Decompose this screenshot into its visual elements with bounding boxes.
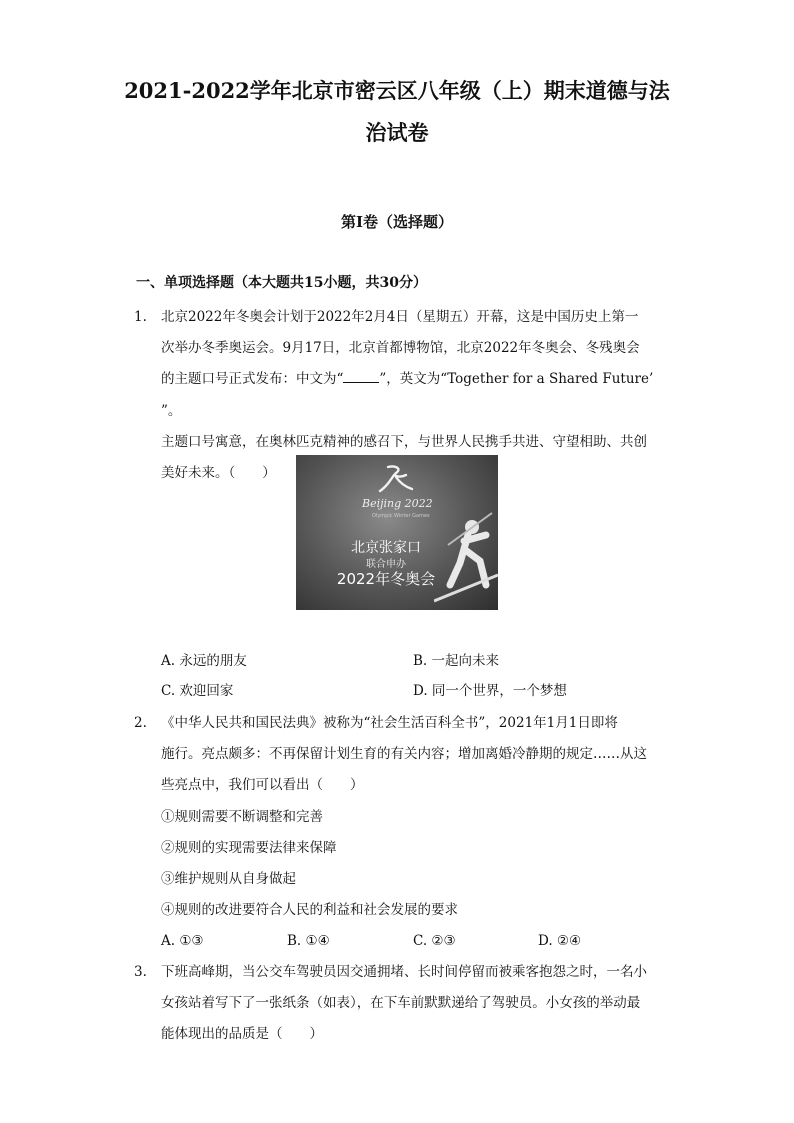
section-title: 第I卷（选择题） [340, 213, 454, 231]
title-line-2: 治试卷 [365, 120, 429, 145]
question-2-statement: ②规则的实现需要法律来保障 [161, 839, 337, 856]
option-d[interactable]: D. 同一个世界，一个梦想 [413, 683, 567, 699]
question-1-options-row-1 [161, 646, 681, 676]
figure-caption-1: 北京张家口 [351, 540, 421, 556]
question-2-options-row [161, 926, 681, 956]
part-header: 一、单项选择题（本大题共15小题，共30分） [136, 275, 427, 291]
option-a[interactable]: A. 永远的朋友 [161, 653, 247, 669]
question-2-line: 施行。亮点颇多：不再保留计划生育的有关内容；增加离婚冷静期的规定……从这 [161, 746, 647, 763]
option-b[interactable]: B. 一起向未来 [413, 653, 500, 669]
option-b[interactable]: B. ①④ [287, 933, 330, 949]
question-1-line: 北京2022年冬奥会计划于2022年2月4日（星期五）开幕，这是中国历史上第一 [161, 309, 639, 325]
option-a[interactable]: A. ①③ [161, 933, 204, 949]
beijing-2022-emblem-icon [366, 463, 426, 493]
option-c[interactable]: C. ②③ [413, 933, 456, 949]
question-2-statement: ①规则需要不断调整和完善 [161, 808, 323, 825]
question-2-line: 些亮点中，我们可以看出（ ） [161, 777, 364, 794]
figure-brand: Beijing 2022 [362, 497, 433, 510]
question-2-number: 2. [134, 715, 147, 731]
question-1-number: 1. [134, 309, 147, 325]
option-d[interactable]: D. ②④ [538, 933, 582, 949]
title-line-1: 2021-2022学年北京市密云区八年级（上）期末道德与法 [124, 78, 670, 103]
option-c[interactable]: C. 欢迎回家 [161, 683, 234, 699]
page-title [90, 70, 704, 154]
question-3-line: 女孩站着写下了一张纸条（如表），在下车前默默递给了驾驶员。小女孩的举动最 [161, 995, 641, 1012]
question-2-stem [161, 708, 671, 926]
figure-brand-sub: Olympic Winter Games [372, 513, 430, 519]
figure-caption-3: 2022年冬奥会 [336, 570, 436, 588]
question-3-number: 3. [134, 964, 147, 980]
question-2-statement: ④规则的改进要符合人民的利益和社会发展的要求 [161, 902, 458, 919]
question-1-options-row-2 [161, 676, 681, 706]
question-3-stem [161, 957, 671, 1051]
question-1-line: 主题口号寓意，在奥林匹克精神的感召下，与世界人民携手共进、守望相助、共创 [161, 433, 647, 450]
question-1-line: 美好未来。（ ） [161, 465, 276, 482]
figure-caption-2: 联合申办 [366, 559, 406, 570]
question-3-line: 下班高峰期，当公交车驾驶员因交通拥堵、长时间停留而被乘客抱怨之时，一名小 [161, 964, 647, 980]
question-1-line: 的主题口号正式发布：中文为“ ”，英文为“Together for a Shared Future’ ”。 [161, 364, 671, 426]
question-2-statement: ③维护规则从自身做起 [161, 871, 296, 888]
answer-blank [343, 368, 379, 383]
winter-olympics-image [296, 455, 498, 610]
question-2-line: 《中华人民共和国民法典》被称为“社会生活百科全书”，2021年1月1日即将 [161, 715, 618, 731]
question-3-line: 能体现出的品质是（ ） [161, 1026, 323, 1043]
question-1-line: 次举办冬季奥运会。9月17日，北京首都博物馆，北京2022年冬奥会、冬残奥会 [161, 340, 640, 357]
